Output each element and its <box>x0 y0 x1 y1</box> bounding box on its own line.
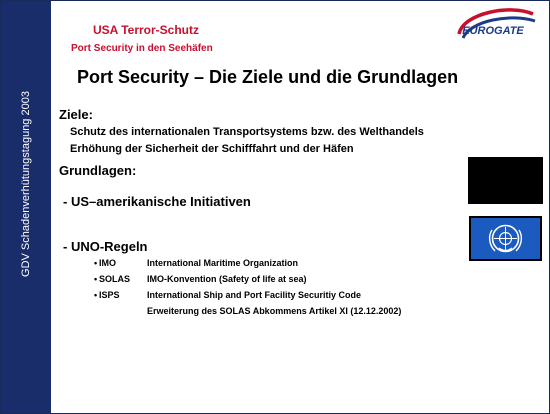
eurogate-logo <box>445 4 541 50</box>
uno-rules-item: - UNO-Regeln <box>63 239 148 254</box>
slide-title: Port Security – Die Ziele und die Grundlagen <box>77 67 459 87</box>
uno-subitem-bullet: • <box>94 258 98 268</box>
uno-subitem-desc: IMO-Konvention (Safety of life at sea) <box>147 274 307 284</box>
uno-subitem-term: ISPS <box>99 290 120 300</box>
grundlagen-heading: Grundlagen: <box>59 163 137 178</box>
us-initiatives-item: - US–amerikanische Initiativen <box>63 194 251 209</box>
uno-subitem-term: IMO <box>99 258 116 268</box>
isps-extension-note: Erweiterung des SOLAS Abkommens Artikel XI (12.12.2002) <box>147 306 402 316</box>
ziele-heading: Ziele: <box>59 107 93 122</box>
imo-flag-icon <box>469 216 542 261</box>
logo-wordmark: EUROGATE <box>462 25 524 37</box>
header-subject: USA Terror-Schutz <box>93 23 200 37</box>
ziele-item-1: Schutz des internationalen Transportsystems bzw. des Welthandels <box>70 126 424 138</box>
uno-subitem-bullet: • <box>94 290 98 300</box>
uno-subitem-term: SOLAS <box>99 274 131 284</box>
uno-subitem-desc: International Maritime Organization <box>147 258 299 268</box>
header-subsubject: Port Security in den Seehäfen <box>71 43 213 54</box>
sidebar-band <box>1 1 51 413</box>
ziele-item-2: Erhöhung der Sicherheit der Schifffahrt und der Häfen <box>70 143 354 155</box>
uno-subitem-desc: International Ship and Port Facility Securitiy Code <box>147 290 362 300</box>
imo-emblem-icon <box>471 218 540 259</box>
sidebar-conference-label: GDV Schadenverhütungstagung 2003 <box>20 91 32 277</box>
image-placeholder <box>468 157 543 204</box>
uno-subitem-bullet: • <box>94 274 98 284</box>
